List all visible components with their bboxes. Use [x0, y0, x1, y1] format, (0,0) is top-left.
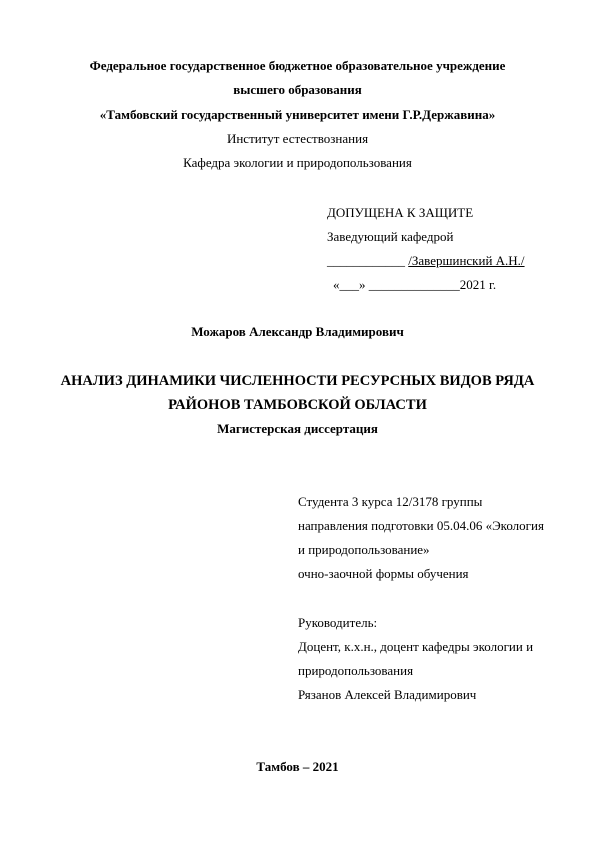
- approval-date-line: [333, 277, 496, 293]
- thesis-title-line-1: АНАЛИЗ ДИНАМИКИ ЧИСЛЕННОСТИ РЕСУРСНЫХ ВИДОВ РЯДА: [60, 373, 535, 389]
- date-quote-open: «: [333, 277, 340, 292]
- org-line-1: Федеральное государственное бюджетное образовательное учреждение: [89, 58, 506, 73]
- date-quote-close: »: [359, 277, 366, 292]
- approval-signature-line: [327, 253, 525, 269]
- supervisor-line-2: природопользования: [298, 663, 414, 678]
- student-line-3: и природопользование»: [298, 542, 430, 557]
- approval-role: Заведующий кафедрой: [327, 229, 454, 244]
- supervisor-line-1: Доцент, к.х.н., доцент кафедры экологии и: [298, 639, 534, 654]
- supervisor-label: Руководитель:: [298, 615, 378, 630]
- author-name: Можаров Александр Владимирович: [191, 324, 404, 339]
- thesis-title-line-2: РАЙОНОВ ТАМБОВСКОЙ ОБЛАСТИ: [168, 397, 427, 413]
- city-year: Тамбов – 2021: [256, 759, 339, 774]
- institute-name: Институт естествознания: [226, 131, 369, 146]
- date-day-blank: ___: [339, 277, 359, 292]
- supervisor-name: Рязанов Алексей Владимирович: [298, 687, 477, 702]
- student-line-2: направления подготовки 05.04.06 «Экология: [298, 518, 544, 533]
- thesis-type: Магистерская диссертация: [217, 421, 378, 436]
- date-month-blank: ______________: [368, 277, 460, 292]
- student-line-1: Студента 3 курса 12/3178 группы: [298, 494, 483, 509]
- signature-blank: ____________: [327, 253, 405, 268]
- date-year: 2021 г.: [459, 277, 497, 292]
- approval-title: ДОПУЩЕНА К ЗАЩИТЕ: [327, 205, 474, 220]
- head-name: /Завершинский А.Н./: [408, 253, 525, 268]
- org-line-2: высшего образования: [233, 82, 362, 97]
- student-line-4: очно-заочной формы обучения: [298, 566, 469, 581]
- department-name: Кафедра экологии и природопользования: [183, 155, 412, 170]
- university-name: «Тамбовский государственный университет имени Г.Р.Державина»: [99, 107, 496, 122]
